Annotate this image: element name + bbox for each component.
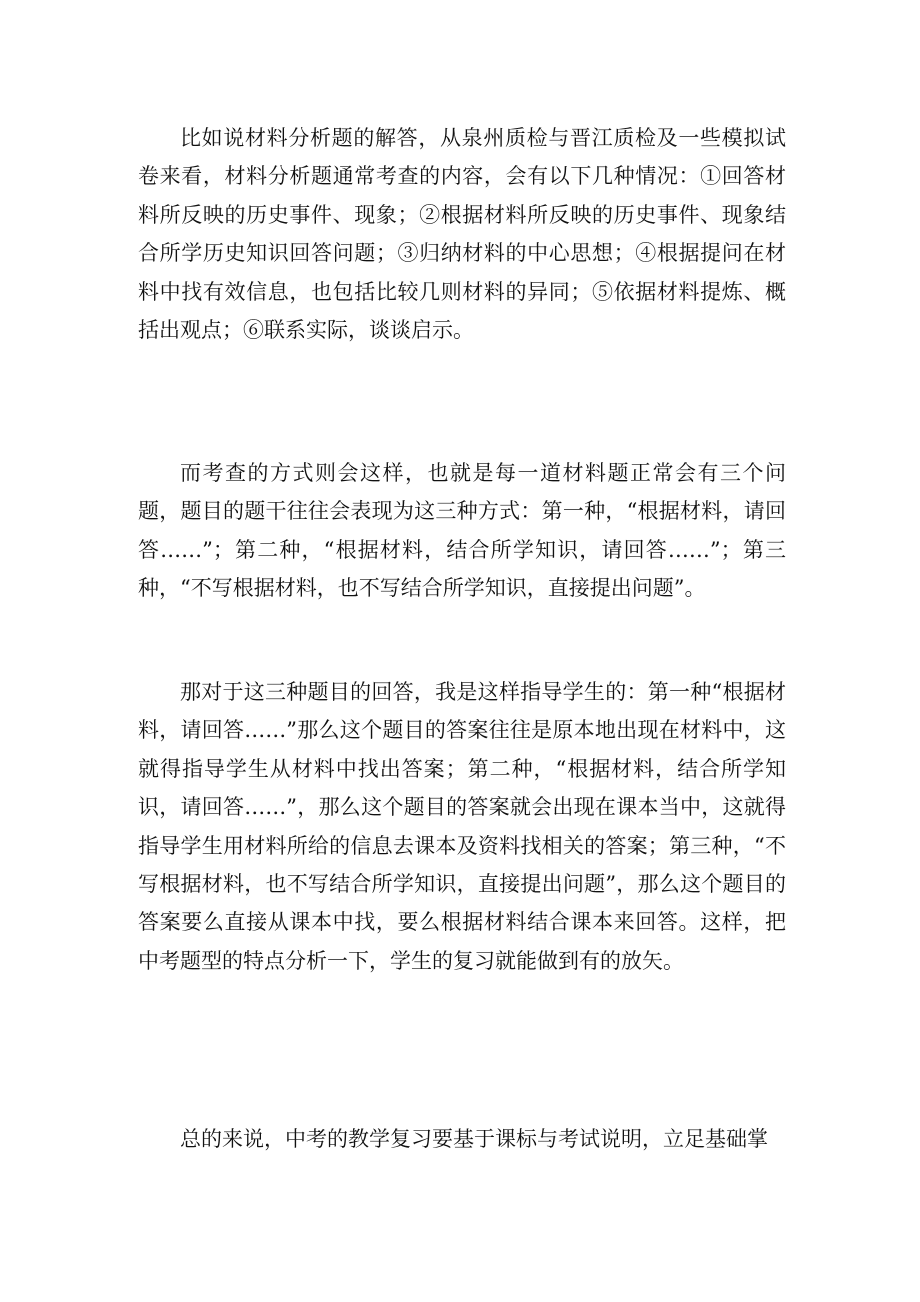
- paragraph-summary: 总的来说，中考的教学复习要基于课标与考试说明，立足基础掌: [180, 1127, 768, 1151]
- paragraph-question-forms: 而考查的方式则会这样，也就是每一道材料题正常会有三个问题，题目的题干往往会表现为这三种方式：第一种，“根据材料，请回答……”；第二种，“根据材料，结合所学知识，请回答……”；第三种，“不写根据材料，也不写结合所学知识，直接提出问题”。: [138, 461, 786, 601]
- paragraph-answer-guidance: 那对于这三种题目的回答，我是这样指导学生的：第一种“根据材料，请回答……”那么这个题目的答案往往是原本地出现在材料中，这就得指导学生从材料中找出答案；第二种，“根据材料，结合所学知识，请回答……”，那么这个题目的答案就会出现在课本当中，这就得指导学生用材料所给的信息去课本及资料找相关的答案；第三种，“不写根据材料，也不写结合所学知识，直接提出问题”，那么这个题目的答案要么直接从课本中找，要么根据材料结合课本来回答。这样，把中考题型的特点分析一下，学生的复习就能做到有的放矢。: [138, 680, 786, 973]
- paragraph-material-analysis: 比如说材料分析题的解答，从泉州质检与晋江质检及一些模拟试卷来看，材料分析题通常考查的内容，会有以下几种情况：①回答材料所反映的历史事件、现象；②根据材料所反映的历史事件、现象结合所学历史知识回答问题；③归纳材料的中心思想；④根据提问在材料中找有效信息，也包括比较几则材料的异同；⑤依据材料提炼、概括出观点；⑥联系实际，谈谈启示。: [138, 126, 786, 343]
